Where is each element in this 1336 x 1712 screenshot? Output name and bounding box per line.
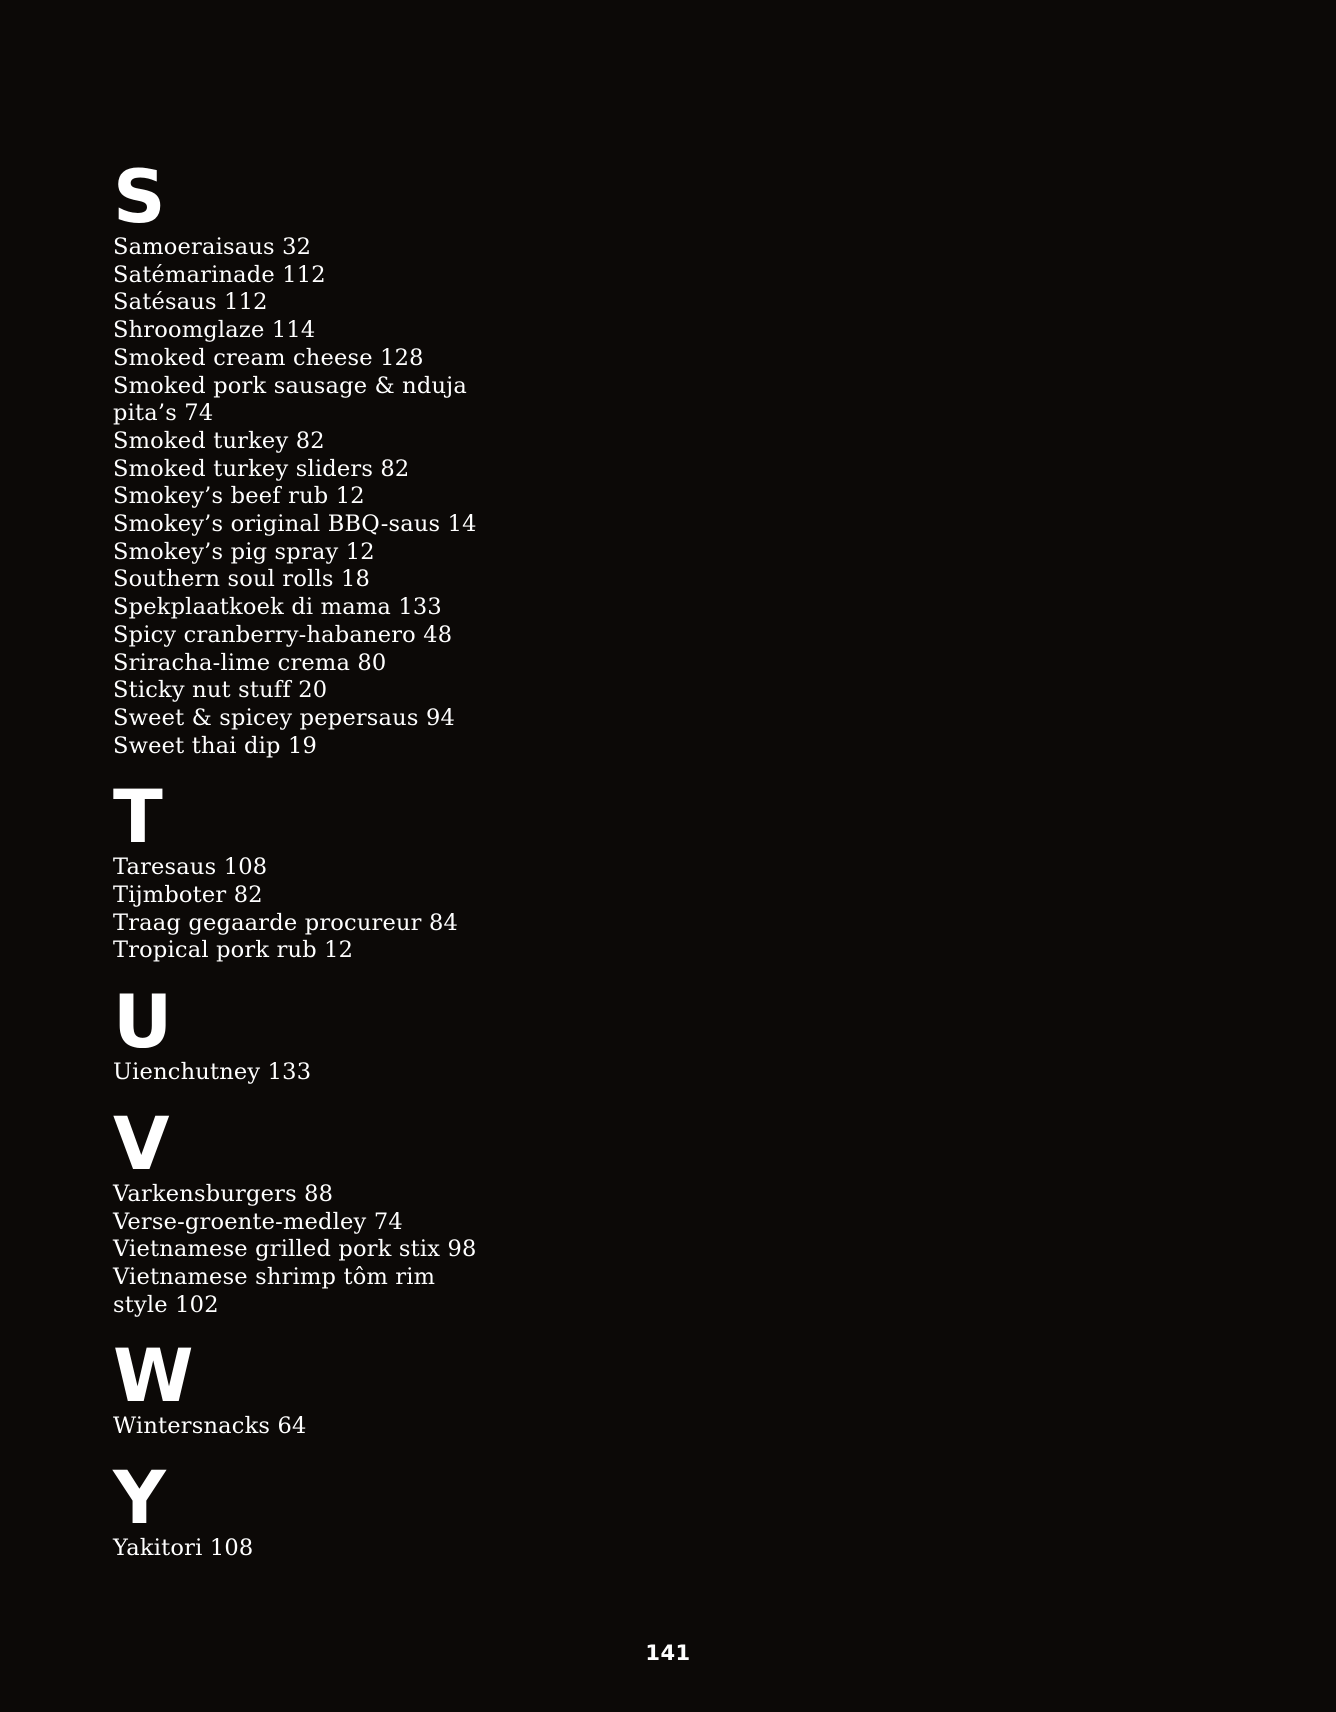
entry-line: Yakitori 108 bbox=[113, 1535, 254, 1562]
section-letter: S bbox=[113, 155, 166, 240]
index-entry bbox=[113, 650, 473, 678]
section-letter: W bbox=[113, 1334, 194, 1420]
entry-line: Sweet & spicey pepersaus 94 bbox=[113, 704, 455, 731]
index-entry bbox=[113, 677, 473, 705]
entry-line: pita’s 74 bbox=[113, 400, 214, 427]
entry-line: Smokey’s pig spray 12 bbox=[113, 538, 375, 565]
entry-line: Spicy cranberry-habanero 48 bbox=[113, 621, 453, 648]
index-entry bbox=[113, 539, 473, 567]
index-section-t bbox=[113, 775, 593, 965]
index-entry bbox=[113, 733, 473, 761]
entry-line: Wintersnacks 64 bbox=[113, 1413, 307, 1440]
index-entry bbox=[113, 1181, 473, 1209]
entry-line: Satémarinade 112 bbox=[113, 261, 326, 288]
index-section-y bbox=[113, 1456, 593, 1563]
entry-line: style 102 bbox=[113, 1291, 219, 1318]
entry-line: Smoked cream cheese 128 bbox=[113, 344, 424, 371]
entry-line: Smoked turkey sliders 82 bbox=[113, 455, 410, 482]
index-entry bbox=[113, 511, 477, 539]
entry-list bbox=[113, 1059, 473, 1087]
index-section-w bbox=[113, 1334, 593, 1441]
entry-list bbox=[113, 234, 477, 760]
entry-line: Samoeraisaus 32 bbox=[113, 234, 312, 260]
index-entry bbox=[113, 882, 473, 910]
index-entry bbox=[113, 428, 473, 456]
index-section-u bbox=[113, 980, 593, 1087]
index-entry bbox=[113, 705, 473, 733]
section-letter: U bbox=[113, 980, 173, 1066]
page-number: 141 bbox=[645, 1641, 691, 1665]
index-entry bbox=[113, 317, 473, 345]
index-entry bbox=[113, 1413, 473, 1441]
entry-line: Tropical pork rub 12 bbox=[113, 937, 354, 964]
index-entry bbox=[113, 373, 473, 428]
entry-line: Sweet thai dip 19 bbox=[113, 732, 317, 759]
index-entry bbox=[113, 566, 473, 594]
index-section-v bbox=[113, 1101, 593, 1320]
entry-line: Vietnamese grilled pork stix 98 bbox=[113, 1236, 477, 1263]
index-entry bbox=[113, 262, 473, 290]
entry-line: Traag gegaarde procureur 84 bbox=[113, 909, 459, 936]
entry-line: Smoked pork sausage & nduja bbox=[113, 372, 467, 399]
index-entry bbox=[113, 345, 473, 373]
index-entry bbox=[113, 910, 473, 938]
index-entry bbox=[113, 854, 473, 882]
index-entry bbox=[113, 483, 473, 511]
entry-line: Shroomglaze 114 bbox=[113, 317, 316, 344]
entry-line: Verse-groente-medley 74 bbox=[113, 1208, 403, 1235]
entry-list bbox=[113, 854, 473, 965]
index-entry bbox=[113, 594, 473, 622]
index-entry bbox=[113, 289, 473, 317]
entry-line: Tijmboter 82 bbox=[113, 882, 263, 909]
index-entry bbox=[113, 937, 473, 965]
entry-line: Vietnamese shrimp tôm rim bbox=[113, 1263, 436, 1290]
index-entry bbox=[113, 1264, 473, 1319]
entry-list bbox=[113, 1413, 473, 1441]
index-entry bbox=[113, 234, 473, 262]
entry-list bbox=[113, 1535, 473, 1563]
entry-line: Satésaus 112 bbox=[113, 289, 268, 316]
entry-line: Spekplaatkoek di mama 133 bbox=[113, 594, 442, 621]
index-entry bbox=[113, 1236, 477, 1264]
index-sections bbox=[113, 155, 593, 1563]
section-letter: Y bbox=[113, 1456, 166, 1542]
entry-line: Sriracha-lime crema 80 bbox=[113, 649, 387, 676]
index-entry bbox=[113, 622, 473, 650]
entry-line: Varkensburgers 88 bbox=[113, 1180, 334, 1207]
section-letter: T bbox=[113, 775, 163, 861]
entry-line: Smoked turkey 82 bbox=[113, 427, 325, 454]
entry-line: Smokey’s original BBQ-saus 14 bbox=[113, 511, 477, 538]
index-entry bbox=[113, 1535, 473, 1563]
index-entry bbox=[113, 1059, 473, 1087]
index-entry bbox=[113, 1209, 473, 1237]
entry-line: Taresaus 108 bbox=[113, 854, 268, 881]
entry-list bbox=[113, 1180, 477, 1320]
entry-line: Southern soul rolls 18 bbox=[113, 566, 371, 593]
index-section-s bbox=[113, 155, 593, 760]
index-entry bbox=[113, 456, 473, 484]
entry-line: Uienchutney 133 bbox=[113, 1059, 312, 1086]
entry-line: Sticky nut stuff 20 bbox=[113, 677, 328, 704]
section-letter: V bbox=[113, 1101, 170, 1187]
entry-line: Smokey’s beef rub 12 bbox=[113, 483, 365, 510]
